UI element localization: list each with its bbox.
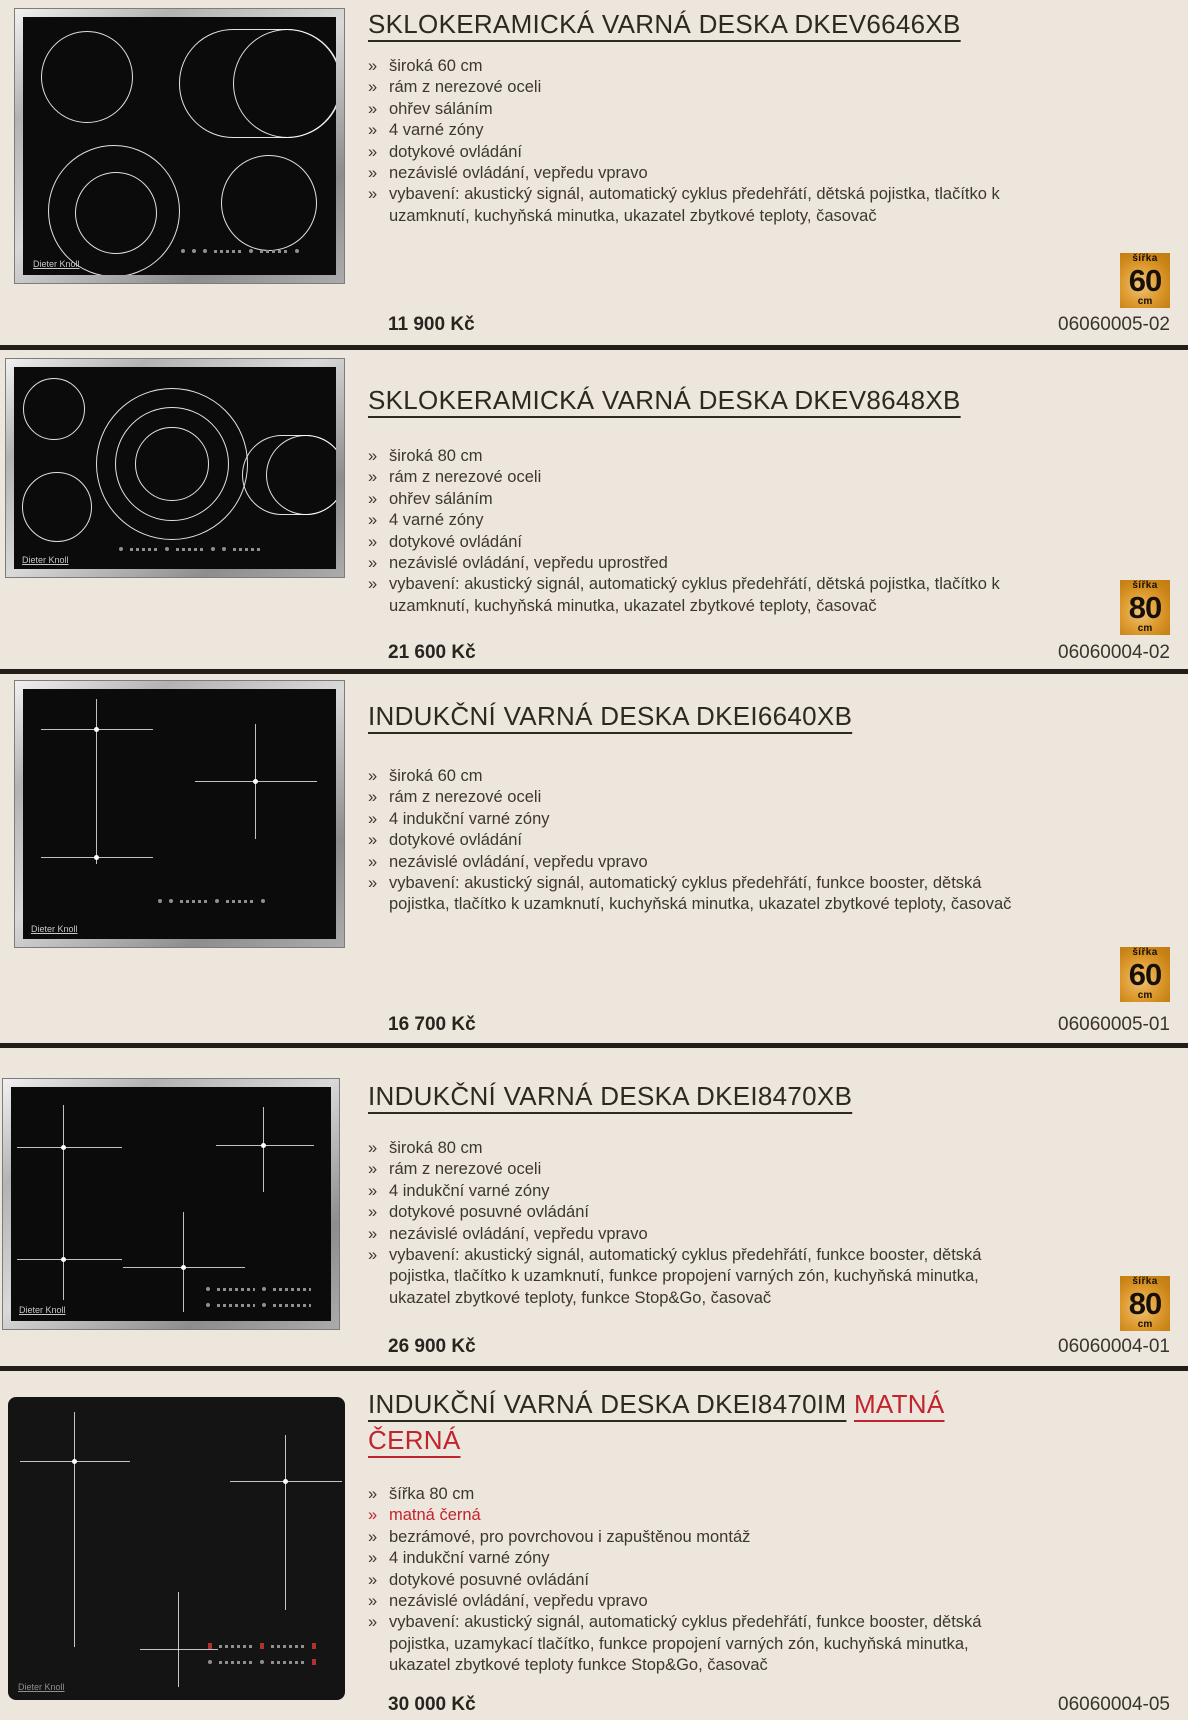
spec-item: » rám z nerezové oceli (368, 77, 1020, 98)
zone-cross-line (263, 1107, 264, 1192)
product-photo (5, 358, 345, 578)
spec-list (368, 766, 1020, 916)
spec-item: » široká 60 cm (368, 56, 1020, 77)
zone-cross-line (17, 1259, 122, 1260)
width-badge: šířka 80 cm (1120, 580, 1170, 635)
section-divider (0, 1366, 1188, 1371)
zone-dot (253, 779, 258, 784)
spec-list (368, 1138, 1020, 1309)
zone-dot (261, 1143, 266, 1148)
product-title: INDUKČNÍ VARNÁ DESKA DKEI8470XB (368, 1081, 853, 1111)
zone-dot (72, 1459, 77, 1464)
touch-controls (206, 1287, 311, 1291)
product-title: SKLOKERAMICKÁ VARNÁ DESKA DKEV6646XB (368, 9, 961, 39)
zone-dot (181, 1265, 186, 1270)
price-row (388, 1014, 1170, 1036)
spec-item: » vybavení: akustický signál, automatický cyklus předehřátí, funkce booster, dětská pojistka, uzamykací tlačítko, funkce propojení varných zón, kuchyňská minutka, ukazatel zbytkové teploty funkce Stop&Go, časovač (368, 1612, 1020, 1676)
induction-hob-surface (23, 689, 336, 939)
spec-item-highlight: » matná černá (368, 1505, 1020, 1526)
spec-item: » vybavení: akustický signál, automatický cyklus předehřátí, funkce booster, dětská pojistka, tlačítko k uzamknutí, funkce propojení varných zón, kuchyňská minutka, ukazatel zbytkové teploty, funkce Stop&Go, časovač (368, 1245, 1020, 1309)
product-code: 06060004-01 (1058, 1336, 1170, 1357)
zone-dot (61, 1145, 66, 1150)
spec-item: » vybavení: akustický signál, automatický cyklus předehřátí, dětská pojistka, tlačítko k uzamknutí, kuchyňská minutka, ukazatel zbytkové teploty, časovač (368, 184, 1020, 227)
product-photo (8, 1397, 345, 1700)
zone-cross-line (96, 699, 97, 864)
spec-item: » dotykové ovládání (368, 142, 1020, 163)
product-code: 06060005-02 (1058, 314, 1170, 335)
spec-item: » nezávislé ovládání, vepředu vpravo (368, 1224, 1020, 1245)
zone-dot (94, 855, 99, 860)
spec-item: » dotykové posuvné ovládání (368, 1202, 1020, 1223)
spec-item: » nezávislé ovládání, vepředu vpravo (368, 1591, 1020, 1612)
product-photo (2, 1078, 340, 1330)
product-title: SKLOKERAMICKÁ VARNÁ DESKA DKEV8648XB (368, 385, 961, 415)
touch-controls (206, 1303, 311, 1307)
spec-item: » dotykové ovládání (368, 830, 1020, 851)
cooking-zone (135, 427, 209, 501)
product-price: 30 000 Kč (388, 1694, 476, 1715)
cooking-zone (266, 435, 336, 515)
ceramic-hob-surface (14, 367, 336, 569)
zone-cross-line (140, 1649, 218, 1650)
price-row (388, 1336, 1170, 1358)
spec-item: » ohřev sáláním (368, 489, 1020, 510)
spec-item: » široká 80 cm (368, 446, 1020, 467)
product-price: 16 700 Kč (388, 1014, 476, 1035)
zone-cross-line (183, 1212, 184, 1312)
product-title-highlight: MATNÁ ČERNÁ (368, 1389, 945, 1455)
spec-item: » 4 indukční varné zóny (368, 809, 1020, 830)
spec-item: » ohřev sáláním (368, 99, 1020, 120)
spec-list (368, 446, 1020, 617)
spec-list (368, 1484, 1020, 1677)
price-row (388, 314, 1170, 336)
cooking-zone (75, 172, 157, 254)
width-badge: šířka 80 cm (1120, 1276, 1170, 1331)
spec-item: » rám z nerezové oceli (368, 467, 1020, 488)
spec-item: » bezrámové, pro povrchovou i zapuštěnou montáž (368, 1527, 1020, 1548)
section-divider (0, 345, 1188, 350)
zone-cross-line (63, 1105, 64, 1300)
spec-item: » rám z nerezové oceli (368, 787, 1020, 808)
spec-item: » široká 60 cm (368, 766, 1020, 787)
spec-item: » nezávislé ovládání, vepředu vpravo (368, 163, 1020, 184)
product-code: 06060004-02 (1058, 642, 1170, 663)
brand-label: Dieter Knoll (22, 555, 69, 565)
section-divider (0, 669, 1188, 674)
zone-cross-line (74, 1412, 75, 1647)
width-badge: šířka 60 cm (1120, 947, 1170, 1002)
product-title: INDUKČNÍ VARNÁ DESKA DKEI8470IM MATNÁ ČERNÁ (368, 1389, 945, 1455)
brand-label: Dieter Knoll (31, 924, 78, 934)
touch-controls (181, 249, 299, 253)
spec-item: » vybavení: akustický signál, automatický cyklus předehřátí, funkce booster, dětská pojistka, tlačítko k uzamknutí, kuchyňská minutka, ukazatel zbytkové teploty, časovač (368, 873, 1020, 916)
spec-item: » 4 varné zóny (368, 510, 1020, 531)
product-price: 11 900 Kč (388, 314, 475, 335)
width-badge: šířka 60 cm (1120, 253, 1170, 308)
zone-cross-line (178, 1592, 179, 1687)
spec-item: » rám z nerezové oceli (368, 1159, 1020, 1180)
product-photo (14, 8, 345, 284)
price-row (388, 1694, 1170, 1716)
brand-label: Dieter Knoll (18, 1682, 65, 1692)
price-row (388, 642, 1170, 664)
cooking-zone (41, 31, 133, 123)
spec-item: » 4 indukční varné zóny (368, 1548, 1020, 1569)
spec-item: » vybavení: akustický signál, automatický cyklus předehřátí, dětská pojistka, tlačítko k uzamknutí, kuchyňská minutka, ukazatel zbytkové teploty, časovač (368, 574, 1020, 617)
cooking-zone (23, 378, 85, 440)
product-photo (14, 680, 345, 948)
touch-controls (208, 1659, 316, 1665)
product-code: 06060005-01 (1058, 1014, 1170, 1035)
brand-label: Dieter Knoll (19, 1305, 66, 1315)
brand-label: Dieter Knoll (33, 259, 80, 269)
product-code: 06060004-05 (1058, 1694, 1170, 1715)
section-divider (0, 1043, 1188, 1048)
ceramic-hob-surface (23, 17, 336, 275)
zone-cross-line (285, 1435, 286, 1610)
zone-dot (94, 727, 99, 732)
spec-list (368, 56, 1020, 227)
spec-item: » široká 80 cm (368, 1138, 1020, 1159)
zone-dot (61, 1257, 66, 1262)
spec-item: » nezávislé ovládání, vepředu uprostřed (368, 553, 1020, 574)
touch-controls (158, 899, 265, 903)
touch-controls (119, 547, 261, 551)
spec-item: » dotykové ovládání (368, 532, 1020, 553)
cooking-zone (233, 29, 336, 138)
touch-controls (208, 1643, 316, 1649)
spec-item: » dotykové posuvné ovládání (368, 1570, 1020, 1591)
cooking-zone (221, 155, 317, 251)
zone-cross-line (17, 1147, 122, 1148)
product-price: 26 900 Kč (388, 1336, 476, 1357)
induction-hob-surface (11, 1087, 331, 1321)
product-price: 21 600 Kč (388, 642, 476, 663)
product-title: INDUKČNÍ VARNÁ DESKA DKEI6640XB (368, 701, 853, 731)
spec-item: » šířka 80 cm (368, 1484, 1020, 1505)
spec-item: » 4 indukční varné zóny (368, 1181, 1020, 1202)
cooking-zone (22, 472, 92, 542)
spec-item: » nezávislé ovládání, vepředu vpravo (368, 852, 1020, 873)
spec-item: » 4 varné zóny (368, 120, 1020, 141)
zone-dot (283, 1479, 288, 1484)
